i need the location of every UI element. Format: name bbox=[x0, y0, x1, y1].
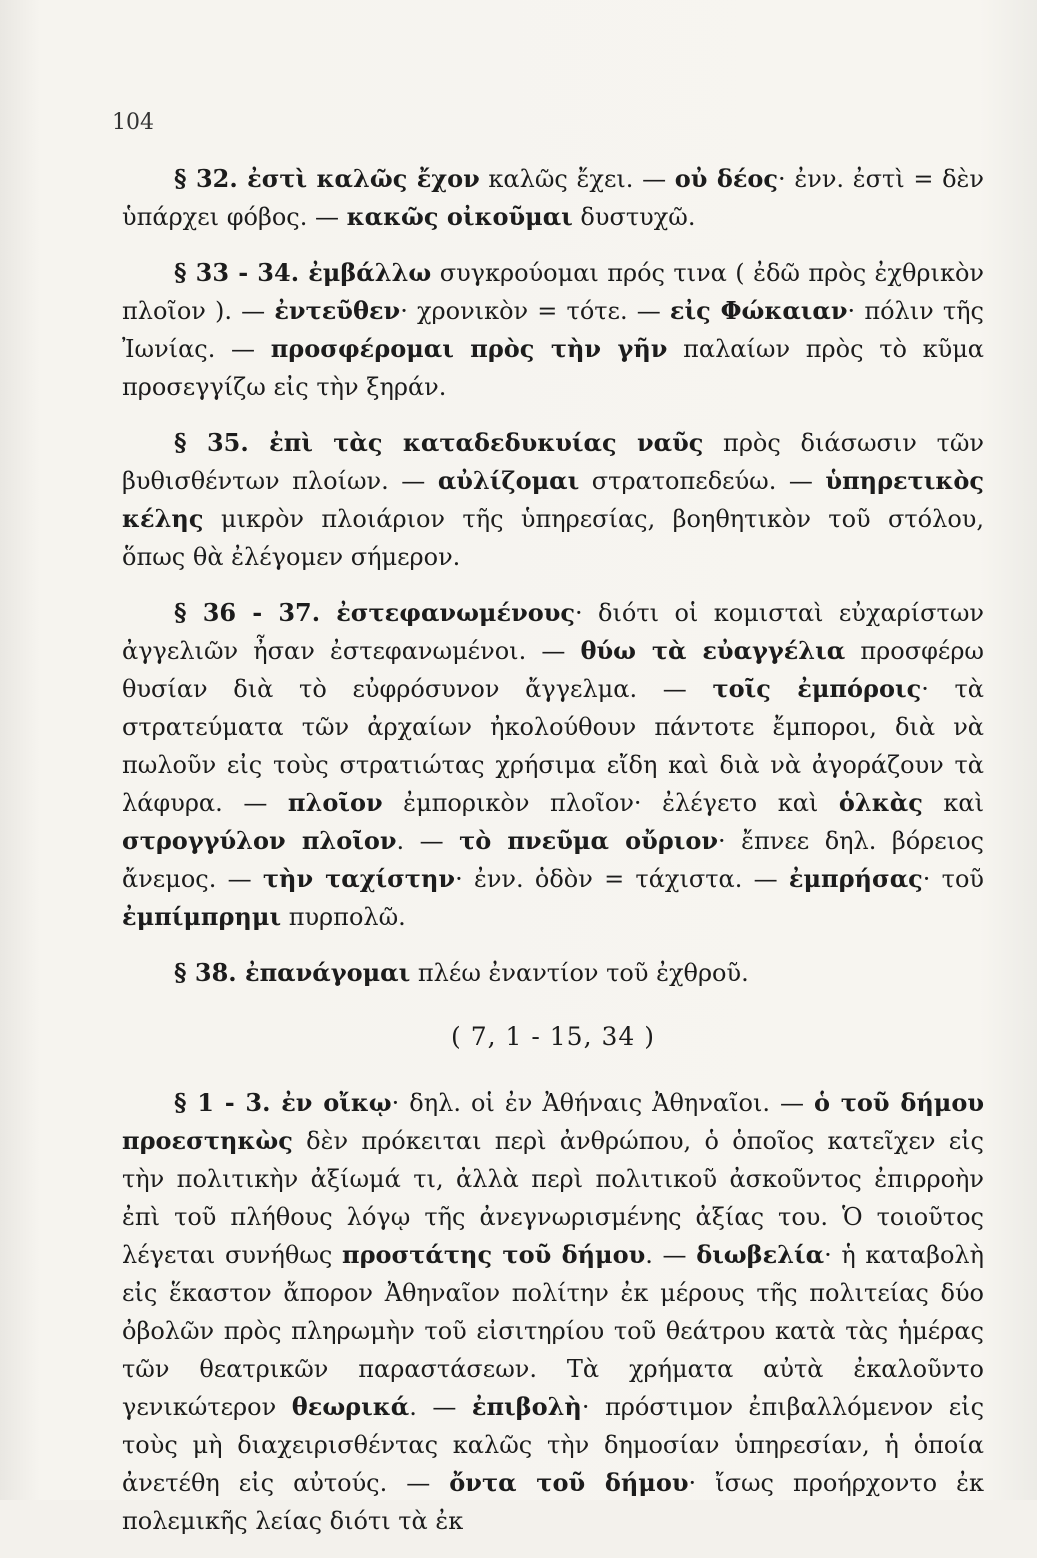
gloss-text: · χρονικὸν = τότε. — bbox=[400, 297, 670, 325]
commentary-paragraphs-after bbox=[122, 1084, 984, 1540]
gloss-text: · ἡ καταβολὴ εἰς ἕκαστον ἄπορον Ἀθηναῖον πολίτην ἐκ μέρους τῆς πολιτείας δύο ὀβολῶν πρὸς πληρωμὴν τοῦ εἰσιτηρίου τοῦ θεάτρου κατὰ τὰς ἡμέρας τῶν θεατρικῶν παραστάσεων. Τὰ χρήματα αὐτὰ ἐκαλοῦντο γενικώτερον bbox=[122, 1241, 984, 1421]
lemma-term: § 35. bbox=[174, 428, 270, 457]
lemma-term: τὸ πνεῦμα οὔριον bbox=[459, 826, 719, 855]
lemma-term: § 33 - 34. bbox=[174, 258, 309, 287]
lemma-term: ἐν οἴκῳ bbox=[281, 1088, 392, 1117]
gloss-text: · ἴσως προήρχοντο ἐκ πολεμικῆς λείας διότι τὰ ἐκ bbox=[122, 1469, 985, 1535]
commentary-paragraph bbox=[122, 160, 984, 236]
gloss-text: δυστυχῶ. bbox=[572, 203, 696, 231]
lemma-term: ἐμβάλλω bbox=[308, 258, 432, 287]
gloss-text: καὶ bbox=[922, 789, 985, 817]
lemma-term: τοῖς ἐμπόροις bbox=[712, 674, 922, 703]
commentary-paragraph bbox=[122, 254, 984, 406]
gloss-text: πλέω ἐναντίον τοῦ ἐχθροῦ. bbox=[410, 959, 749, 987]
lemma-term: ἐπανάγομαι bbox=[245, 958, 411, 987]
page-content bbox=[122, 160, 984, 1558]
gloss-text: · ἔπνεε δηλ. βόρειος ἄνεμος. — bbox=[122, 827, 984, 893]
lemma-term: ὑπηρετικὸς κέλης bbox=[122, 466, 985, 533]
gloss-text: · τὰ στρατεύματα τῶν ἀρχαίων ἠκολούθουν πάντοτε ἔμποροι, διὰ νὰ πωλοῦν εἰς τοὺς στρατιώτας χρήσιμα εἴδη καὶ διὰ νὰ ἀγοράζουν τὰ λάφυρα. — bbox=[122, 675, 984, 817]
page-number: 104 bbox=[112, 110, 154, 135]
lemma-term: κακῶς οἰκοῦμαι bbox=[346, 202, 573, 231]
gloss-text: παλαίων πρὸς τὸ κῦμα προσεγγίζω εἰς τὴν ξηράν. bbox=[122, 335, 985, 401]
lemma-term: τὴν ταχίστην bbox=[262, 864, 456, 893]
lemma-term: ἐμπίμπρημι bbox=[122, 902, 282, 931]
gloss-text: · διότι οἱ κομισταὶ εὐχαρίστων ἀγγελιῶν ἦσαν ἐστεφανωμένοι. — bbox=[122, 599, 984, 665]
gloss-text: · ἐνν. ὁδὸν = τάχιστα. — bbox=[455, 865, 789, 893]
gloss-text: . — bbox=[396, 827, 460, 855]
gloss-text: · πρόστιμον ἐπιβαλλόμενον εἰς τοὺς μὴ διαχειρισθέντας καλῶς τὴν δημοσίαν ὑπηρεσίαν, ἡ ὁποία ἀνετέθη εἰς αὐτούς. — bbox=[122, 1393, 985, 1497]
lemma-term: οὐ δέος bbox=[674, 164, 779, 193]
commentary-paragraph bbox=[122, 1084, 984, 1540]
gloss-text: · δηλ. οἱ ἐν Ἀθήναις Ἀθηναῖοι. — bbox=[391, 1089, 815, 1117]
gloss-text: μικρὸν πλοιάριον τῆς ὑπηρεσίας, βοηθητικὸν τοῦ στόλου, ὅπως θὰ ἐλέγομεν σήμερον. bbox=[122, 505, 984, 571]
lemma-term: αὐλίζομαι bbox=[437, 466, 580, 495]
lemma-term: ὁλκὰς bbox=[838, 788, 923, 817]
gloss-text: στρατοπεδεύω. — bbox=[579, 467, 826, 495]
lemma-term: § 36 - 37. bbox=[174, 598, 337, 627]
commentary-paragraph bbox=[122, 954, 984, 992]
lemma-term: εἰς Φώκαιαν bbox=[669, 296, 848, 325]
lemma-term: θεωρικά bbox=[291, 1392, 410, 1421]
gloss-text: . — bbox=[645, 1241, 697, 1269]
gloss-text: · ἐνν. ἐστὶ = δὲν ὑπάρχει φόβος. — bbox=[122, 165, 985, 231]
lemma-term: προστάτης τοῦ δήμου bbox=[342, 1240, 646, 1269]
lemma-term: § 38. bbox=[174, 958, 246, 987]
lemma-term: ὄντα τοῦ δήμου bbox=[449, 1468, 689, 1497]
gloss-text: πρὸς διάσωσιν τῶν βυθισθέντων πλοίων. — bbox=[122, 429, 985, 495]
commentary-paragraphs-before bbox=[122, 160, 984, 992]
commentary-paragraph bbox=[122, 594, 984, 936]
lemma-term: § 32. bbox=[174, 164, 248, 193]
gloss-text: ἐμπορικὸν πλοῖον· ἐλέγετο καὶ bbox=[382, 789, 839, 817]
lemma-term: ἐστὶ καλῶς ἔχον bbox=[247, 164, 480, 193]
gloss-text: καλῶς ἔχει. — bbox=[479, 165, 675, 193]
commentary-paragraph bbox=[122, 424, 984, 576]
gloss-text: · τοῦ bbox=[922, 865, 984, 893]
gloss-text: · πόλιν τῆς Ἰωνίας. — bbox=[122, 297, 985, 363]
lemma-term: ὁ τοῦ δήμου προεστηκὼς bbox=[122, 1088, 985, 1155]
lemma-term: στρογγύλον πλοῖον bbox=[122, 826, 397, 855]
lemma-term: ἐστεφανωμένους bbox=[336, 598, 576, 627]
lemma-term: ἐπιβολὴ bbox=[471, 1392, 582, 1421]
lemma-term: ἐπὶ τὰς καταδεδυκυίας ναῦς bbox=[269, 428, 704, 457]
lemma-term: § 1 - 3. bbox=[174, 1088, 282, 1117]
lemma-term: προσφέρομαι πρὸς τὴν γῆν bbox=[270, 334, 668, 363]
gloss-text: προσφέρω θυσίαν διὰ τὸ εὐφρόσυνον ἄγγελμα. — bbox=[122, 637, 985, 703]
lemma-term: ἐμπρήσας bbox=[788, 864, 923, 893]
gloss-text: συγκρούομαι πρός τινα ( ἐδῶ πρὸς ἐχθρικὸν πλοῖον ). — bbox=[122, 259, 984, 325]
lemma-term: πλοῖον bbox=[287, 788, 383, 817]
lemma-term: θύω τὰ εὐαγγέλια bbox=[580, 636, 846, 665]
gloss-text: πυρπολῶ. bbox=[281, 903, 406, 931]
section-heading: ( 7, 1 - 15, 34 ) bbox=[451, 1022, 655, 1051]
gloss-text: . — bbox=[409, 1393, 472, 1421]
gloss-text: δὲν πρόκειται περὶ ἀνθρώπου, ὁ ὁποῖος κατεῖχεν εἰς τὴν πολιτικὴν ἀξίωμά τι, ἀλλὰ περὶ πολιτικοῦ ἀσκοῦντος ἐπιρροὴν ἐπὶ τοῦ πλήθους λόγῳ τῆς ἀνεγνωρισμένης ἀξίας του. Ὁ τοιοῦτος λέγεται συνήθως bbox=[122, 1127, 984, 1269]
lemma-term: διωβελία bbox=[696, 1240, 825, 1269]
lemma-term: ἐντεῦθεν bbox=[274, 296, 401, 325]
